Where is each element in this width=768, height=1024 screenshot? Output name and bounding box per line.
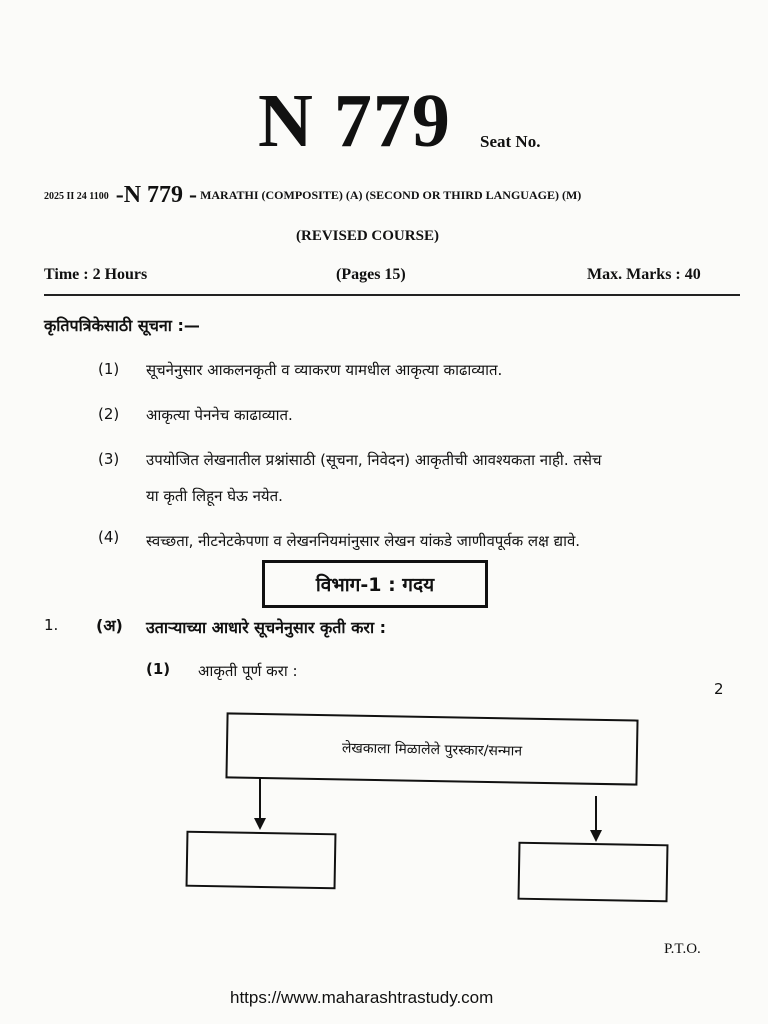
instruction-number: (2) <box>98 405 120 423</box>
sub-question-number: (1) <box>146 660 171 678</box>
subject-line <box>44 182 581 209</box>
sub-question-text: आकृती पूर्ण करा : <box>198 662 298 680</box>
instructions-title: कृतिपत्रिकेसाठी सूचना :— <box>44 316 200 335</box>
instruction-number: (4) <box>98 528 120 546</box>
date-code: 2025 II 24 1100 <box>44 191 109 202</box>
section-heading: विभाग-1 : गदय <box>262 560 488 608</box>
question-text: उताऱ्याच्या आधारे सूचनेनुसार कृती करा : <box>146 618 387 637</box>
pto-label: P.T.O. <box>664 941 701 957</box>
header-divider <box>44 294 740 296</box>
question-part-label: (अ) <box>96 616 123 635</box>
diagram-answer-box-left <box>186 831 337 890</box>
instruction-number: (3) <box>98 450 120 468</box>
time-label: Time : 2 Hours <box>44 266 148 283</box>
course-label: (REVISED COURSE) <box>296 228 439 244</box>
max-marks-label: Max. Marks : 40 <box>587 266 701 283</box>
diagram-answer-box-right <box>518 842 669 903</box>
diagram-central-label: लेखकाला मिळालेले पुरस्कार/सन्मान <box>341 739 523 760</box>
instruction-number: (1) <box>98 360 120 378</box>
instruction-text: आकृत्या पेननेच काढाव्यात. <box>146 406 293 424</box>
instruction-text: स्वच्छता, नीटनेटकेपणा व लेखननियमांनुसार लेखन यांकडे जाणीवपूर्वक लक्ष द्यावे. <box>146 532 581 550</box>
question-number: 1. <box>44 616 59 634</box>
instruction-text-continued: या कृती लिहून घेऊ नयेत. <box>146 487 283 505</box>
paper-code-inline: -N 779 - <box>115 182 198 208</box>
paper-code: N 779 <box>258 79 451 163</box>
marks-label: 2 <box>714 680 724 698</box>
diagram-central-box <box>225 712 638 785</box>
seat-number-label: Seat No. <box>480 132 541 151</box>
instruction-text: सूचनेनुसार आकलनकृती व व्याकरण यामधील आकृत्या काढाव्यात. <box>146 361 503 379</box>
subject-name: MARATHI (COMPOSITE) (A) (SECOND OR THIRD LANGUAGE) (M) <box>200 188 582 202</box>
pages-label: (Pages 15) <box>336 266 406 283</box>
left-arrowhead <box>254 818 266 830</box>
instruction-text: उपयोजित लेखनातील प्रश्नांसाठी (सूचना, निवेदन) आकृतीची आवश्यकता नाही. तसेच <box>146 451 602 469</box>
right-arrowhead <box>590 830 602 842</box>
footer-url: https://www.maharashtrastudy.com <box>230 988 494 1007</box>
